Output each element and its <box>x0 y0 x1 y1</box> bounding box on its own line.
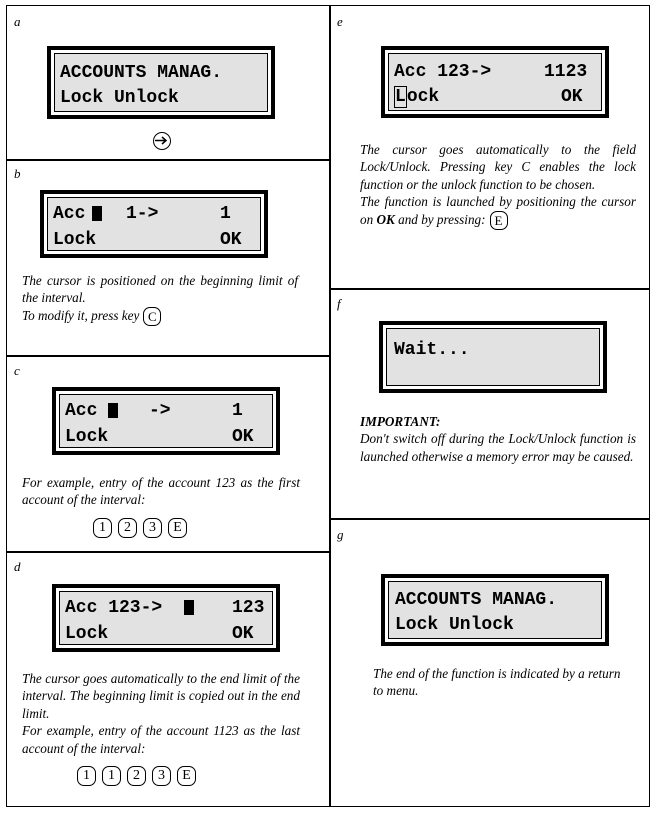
lcd-display <box>52 584 280 652</box>
lcd-display <box>40 190 268 258</box>
lcd-field-lock: Lock <box>395 87 440 107</box>
lcd-field-lock: Lock <box>65 427 109 447</box>
description <box>373 665 623 700</box>
key: 2 <box>127 766 146 786</box>
cursor-block <box>184 600 194 615</box>
lcd-field-ok: OK <box>232 427 254 447</box>
panel-letter: c <box>14 363 20 378</box>
description <box>360 413 636 465</box>
description <box>360 141 636 230</box>
lcd-line-2: Lock Unlock <box>60 88 179 108</box>
description-line: For example, entry of the account 1123 as the last account of the interval: <box>22 723 300 756</box>
panel-letter: e <box>337 14 343 29</box>
lcd-field-ok: OK <box>232 624 254 644</box>
description-line: The cursor goes automatically to the end limit of the interval. The beginning limit is copied out in the end limit. <box>22 671 300 721</box>
lcd-field-end: 1123 <box>544 62 588 82</box>
description-line: The cursor goes automatically to the field Lock/Unlock. Pressing key C enables the lock function or the unlock function to be chosen. <box>360 142 636 192</box>
panel-letter: f <box>337 296 341 311</box>
lcd-display <box>381 574 609 646</box>
lcd-field-begin: 1 <box>220 204 231 224</box>
description-line: To modify it, press key <box>22 307 140 323</box>
lcd-line-2: Lock Unlock <box>395 615 514 635</box>
lcd-field-lock: Lock <box>53 230 97 250</box>
cursor-box: L <box>395 87 406 107</box>
divider-e-f <box>329 288 650 290</box>
divider-f-g <box>329 518 650 520</box>
enter-arrow-icon <box>153 132 171 150</box>
key: E <box>168 518 187 538</box>
important-heading: IMPORTANT: <box>360 414 441 429</box>
lcd-field-range: -> <box>149 401 171 421</box>
panel-letter: b <box>14 166 21 181</box>
description-line: Don't switch off during the Lock/Unlock function is launched otherwise a memory error may be caused. <box>360 431 636 464</box>
lcd-field-ok: OK <box>220 230 242 250</box>
divider-a-b <box>6 159 330 161</box>
lcd-field-account: Acc 123-> <box>394 62 492 82</box>
divider-b-c <box>6 355 330 357</box>
lcd-display <box>381 46 609 118</box>
cursor-block <box>92 206 102 221</box>
lcd-field-account: Acc <box>65 401 98 421</box>
lcd-line-1: ACCOUNTS MANAG. <box>60 63 223 83</box>
description <box>22 272 298 326</box>
key: 3 <box>152 766 171 786</box>
key: 1 <box>77 766 96 786</box>
panel-letter: a <box>14 14 21 29</box>
key-e: E <box>490 211 508 230</box>
lcd-display <box>379 321 607 393</box>
lcd-field-begin: 1 <box>232 401 243 421</box>
description-line: The end of the function is indicated by a return to menu. <box>373 666 621 699</box>
key-c: C <box>143 307 161 326</box>
lcd-display <box>47 46 275 119</box>
panel-letter: g <box>337 527 344 542</box>
key: 3 <box>143 518 162 538</box>
lcd-field-lock: Lock <box>65 624 109 644</box>
description-line: The cursor is positioned on the beginning limit of the interval. <box>22 273 298 306</box>
description-line: For example, entry of the account 123 as the first account of the interval: <box>22 475 300 508</box>
lcd-line-1: Wait... <box>394 340 470 360</box>
key: E <box>177 766 196 786</box>
lcd-display <box>52 387 280 455</box>
lcd-field-account: Acc 123-> <box>65 598 163 618</box>
lcd-field-ok: OK <box>561 87 583 107</box>
divider-c-d <box>6 551 330 553</box>
lcd-line-1: ACCOUNTS MANAG. <box>395 590 558 610</box>
lcd-field-account: Acc <box>53 204 86 224</box>
description-line: The function is launched by positioning the cursor on OK and by pressing: E <box>360 194 636 229</box>
lcd-field-range: 1-> <box>126 204 159 224</box>
description <box>22 670 300 757</box>
key: 1 <box>93 518 112 538</box>
cursor-block <box>108 403 118 418</box>
lcd-field-end: 123 <box>232 598 265 618</box>
key: 2 <box>118 518 137 538</box>
column-divider <box>329 5 331 807</box>
panel-letter: d <box>14 559 21 574</box>
key-sequence <box>93 518 187 538</box>
key: 1 <box>102 766 121 786</box>
description <box>22 474 300 509</box>
key-sequence <box>77 766 196 786</box>
